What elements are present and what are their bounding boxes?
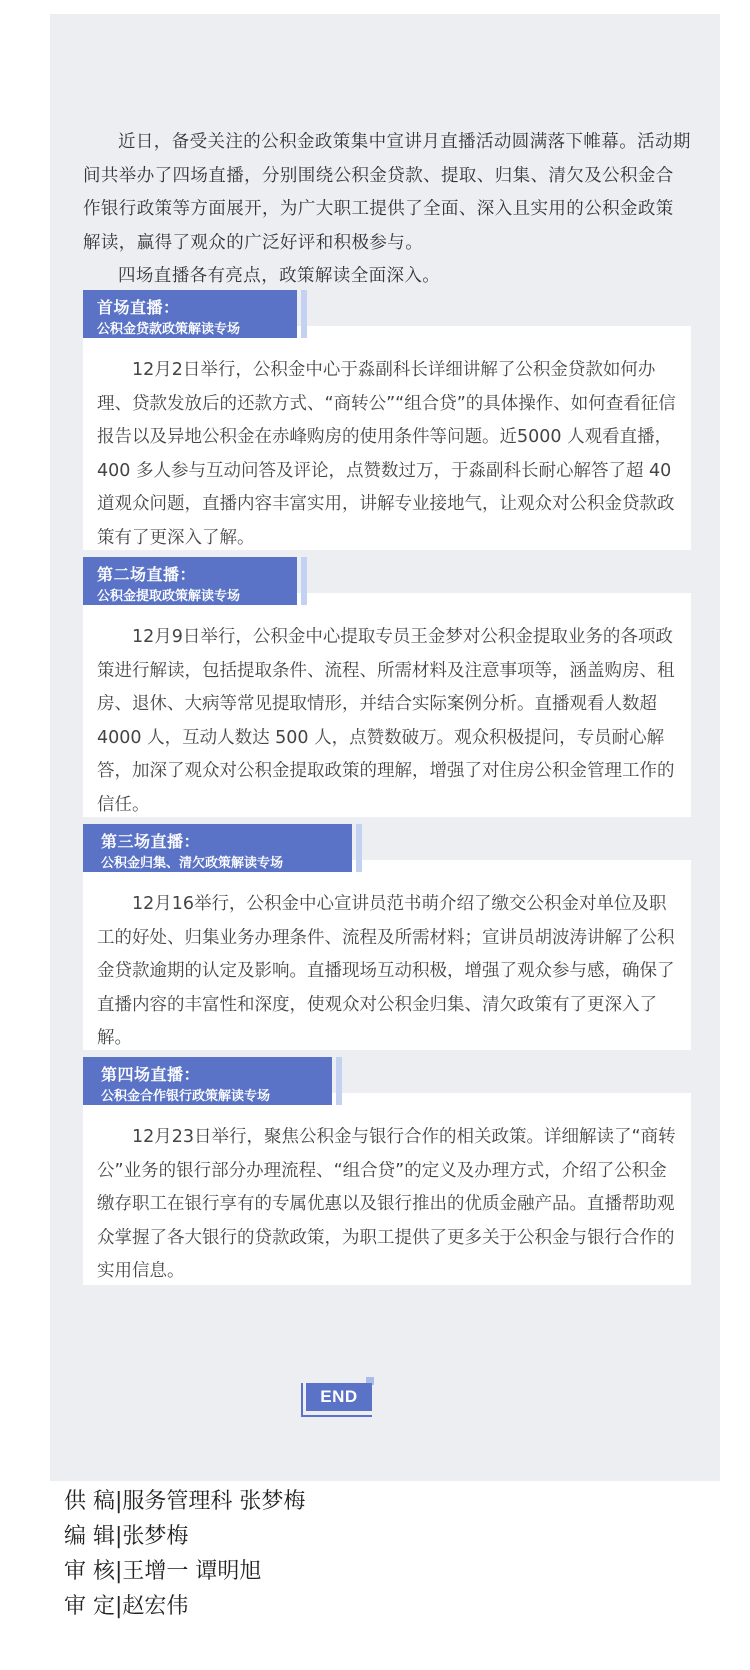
section-header [83,290,297,338]
section-body: 12月23日举行，聚焦公积金与银行合作的相关政策。详细解读了“商转公”业务的银行部分办理流程、“组合贷”的定义及办理方式，介绍了公积金缴存职工在银行享有的专属优惠以及银行推出的优质金融产品。直播帮助观众掌握了各大银行的贷款政策，为职工提供了更多关于公积金与银行合作的实用信息。 [97,1127,676,1281]
section-card [83,860,691,1050]
credits [64,1484,305,1624]
section-title: 第二场直播： [97,565,197,584]
section-header [83,1057,332,1105]
section-title: 首场直播： [97,298,180,317]
section-header [83,824,352,872]
credit-editor: 编 辑|张梦梅 [64,1524,189,1549]
credit-approver: 审 定|赵宏伟 [64,1594,189,1619]
intro-paragraph-2: 四场直播各有亮点，政策解读全面深入。 [118,266,441,286]
section-card [83,326,691,550]
header-accent-bar [301,290,307,338]
section-body: 12月16举行，公积金中心宣讲员范书萌介绍了缴交公积金对单位及职工的好处、归集业务办理条件、流程及所需材料；宣讲员胡波涛讲解了公积金贷款逾期的认定及影响。直播现场互动积极，增强了观众参与感，确保了直播内容的丰富性和深度，使观众对公积金归集、清欠政策有了更深入了解。 [97,894,675,1048]
article-panel [50,14,720,1481]
end-badge [301,1377,376,1417]
header-accent-bar [356,824,362,872]
section-card [83,593,691,817]
section-subtitle: 公积金归集、清欠政策解读专场 [101,856,284,871]
section-body: 12月2日举行，公积金中心于淼副科长详细讲解了公积金贷款如何办理、贷款发放后的还款方式、“商转公”“组合贷”的具体操作、如何查看征信报告以及异地公积金在赤峰购房的使用条件等问题。近5000 人观看直播，400 多人参与互动问答及评论，点赞数过万，于淼副科长耐心解答了超 40 道观众问题，直播内容丰富实用，讲解专业接地气，让观众对公积金贷款政策有了更深入了解。 [97,360,676,548]
credit-reviewer: 审 核|王增一 谭明旭 [64,1559,262,1584]
header-accent-bar [301,557,307,605]
section-body: 12月9日举行，公积金中心提取专员王金梦对公积金提取业务的各项政策进行解读，包括提取条件、流程、所需材料及注意事项等，涵盖购房、租房、退休、大病等常见提取情形，并结合实际案例分析。直播观看人数超 4000 人，互动人数达 500 人，点赞数破万。观众积极提问，专员耐心解答，加深了观众对公积金提取政策的理解，增强了对住房公积金管理工作的信任。 [97,627,675,815]
header-accent-bar [336,1057,342,1105]
section-subtitle: 公积金提取政策解读专场 [97,589,241,604]
end-label: END [306,1383,372,1411]
section-title: 第三场直播： [101,832,201,851]
intro-paragraph-1: 近日，备受关注的公积金政策集中宣讲月直播活动圆满落下帷幕。活动期间共举办了四场直播，分别围绕公积金贷款、提取、归集、清欠及公积金合作银行政策等方面展开，为广大职工提供了全面、深入且实用的公积金政策解读，赢得了观众的广泛好评和积极参与。 [83,132,691,253]
section-card [83,1093,691,1285]
section-title: 第四场直播： [101,1065,201,1084]
section-header [83,557,297,605]
intro-text [83,126,691,294]
credit-contributor: 供 稿|服务管理科 张梦梅 [64,1489,306,1514]
section-subtitle: 公积金合作银行政策解读专场 [101,1089,271,1104]
section-subtitle: 公积金贷款政策解读专场 [97,322,241,337]
